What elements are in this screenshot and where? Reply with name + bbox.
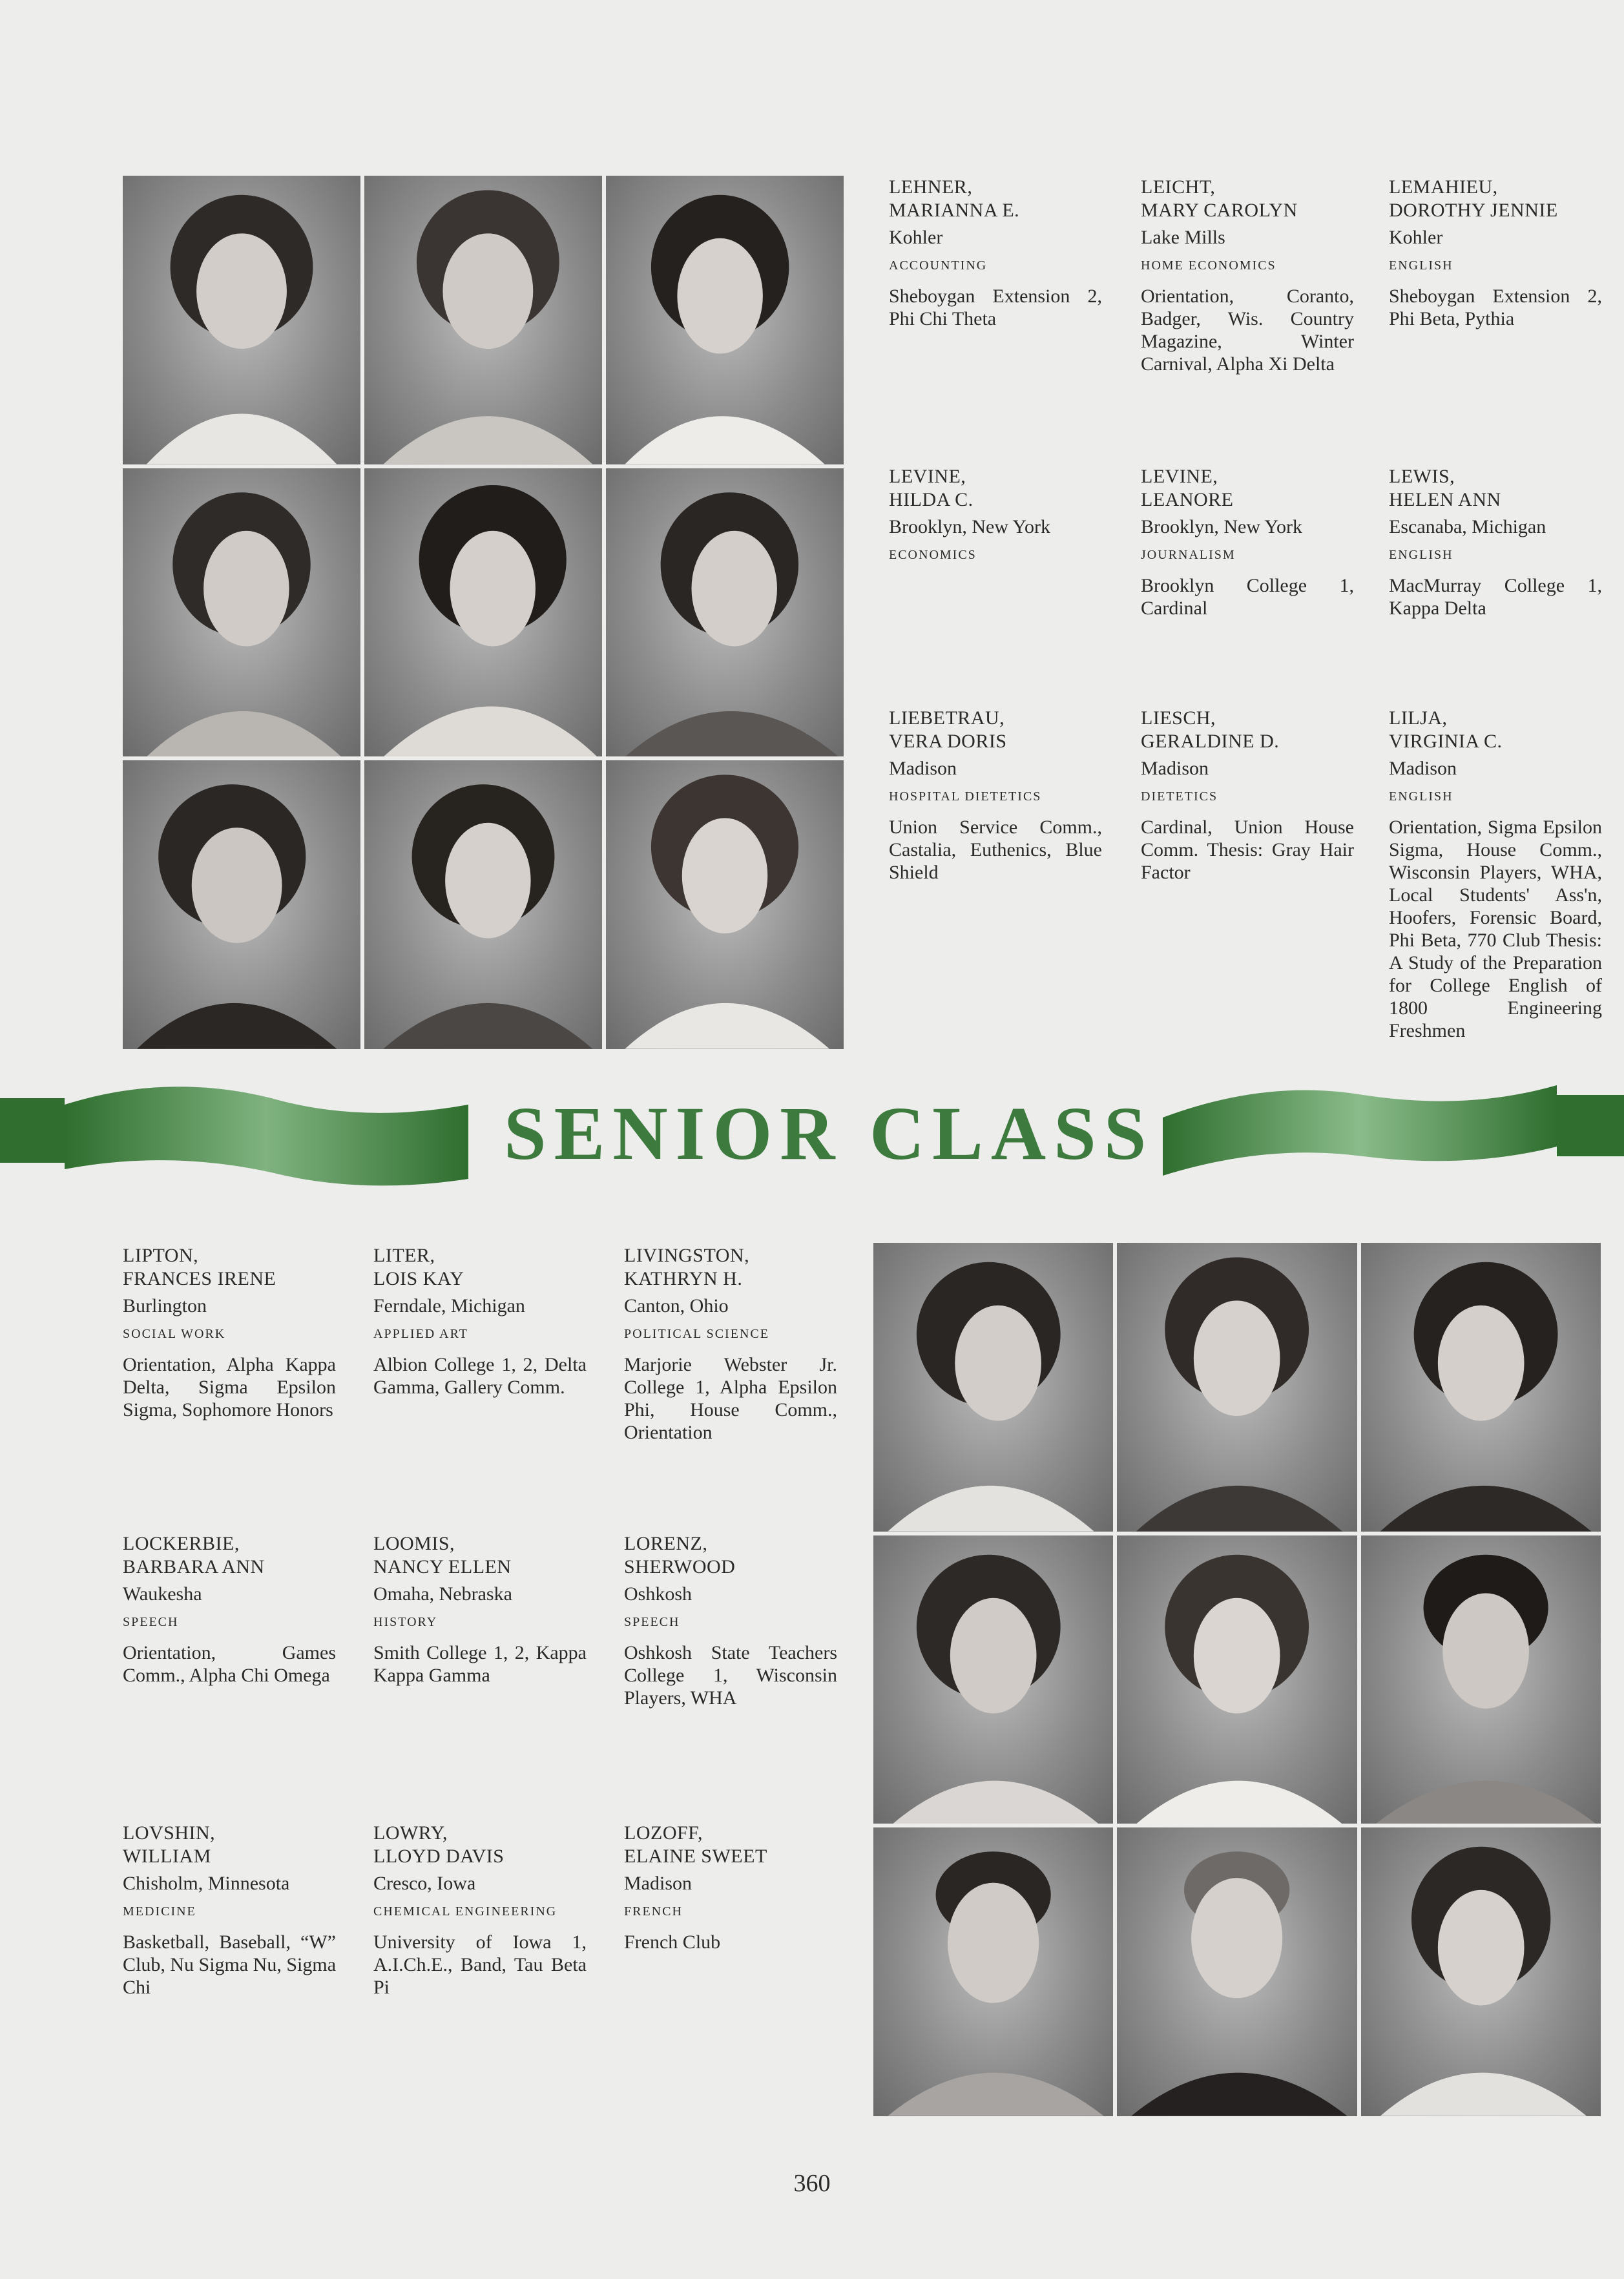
hometown: Brooklyn, New York xyxy=(889,516,1051,537)
hometown: Cresco, Iowa xyxy=(373,1873,476,1894)
major: JOURNALISM xyxy=(1141,548,1236,562)
given-name: BARBARA ANN xyxy=(123,1556,265,1577)
senior-entry xyxy=(1141,176,1354,375)
portrait-photo xyxy=(873,1243,1113,1532)
given-name: GERALDINE D. xyxy=(1141,731,1280,752)
surname: LEICHT, xyxy=(1141,176,1216,198)
surname: LEVINE, xyxy=(889,466,966,487)
hometown: Chisholm, Minnesota xyxy=(123,1873,290,1894)
portrait-photo xyxy=(1361,1243,1601,1532)
activities: MacMurray College 1, Kappa Delta xyxy=(1389,575,1602,619)
activities: Orientation, Sigma Epsilon Sigma, House Comm., Wisconsin Players, WHA, Local Students' Ass'n, Hoofers, Forensic Board, Phi Beta, 770 Club Thesis: A Study of the Preparation for College English of 1800 Engineering Freshmen xyxy=(1389,817,1602,1041)
given-name: ELAINE SWEET xyxy=(624,1846,767,1867)
activities: Orientation, Alpha Kappa Delta, Sigma Epsilon Sigma, Sophomore Honors xyxy=(123,1354,336,1420)
major: ACCOUNTING xyxy=(889,258,988,273)
surname: LIESCH, xyxy=(1141,707,1216,729)
surname: LOOMIS, xyxy=(373,1533,455,1554)
portrait-photo xyxy=(123,176,360,464)
activities: Cardinal, Union House Comm. Thesis: Gray Hair Factor xyxy=(1141,817,1354,883)
senior-entry xyxy=(373,1822,587,1999)
senior-entry xyxy=(123,1532,336,1687)
surname: LILJA, xyxy=(1389,707,1448,729)
surname: LIPTON, xyxy=(123,1245,199,1266)
hometown: Madison xyxy=(889,758,957,779)
activities: Orientation, Games Comm., Alpha Chi Omega xyxy=(123,1642,336,1686)
surname: LOZOFF, xyxy=(624,1822,703,1844)
activities: Smith College 1, 2, Kappa Kappa Gamma xyxy=(373,1642,587,1686)
senior-entry xyxy=(123,1822,336,1999)
major: ECONOMICS xyxy=(889,548,977,562)
given-name: HELEN ANN xyxy=(1389,489,1501,510)
senior-entry xyxy=(1141,465,1354,619)
senior-entry xyxy=(1141,707,1354,884)
senior-entry xyxy=(123,1244,336,1421)
activities: University of Iowa 1, A.I.Ch.E., Band, Tau Beta Pi xyxy=(373,1931,587,1998)
hometown: Madison xyxy=(1141,758,1209,779)
hometown: Omaha, Nebraska xyxy=(373,1583,512,1605)
hometown: Brooklyn, New York xyxy=(1141,516,1303,537)
given-name: NANCY ELLEN xyxy=(373,1556,512,1577)
given-name: LOIS KAY xyxy=(373,1268,464,1289)
hometown: Burlington xyxy=(123,1295,207,1316)
given-name: VERA DORIS xyxy=(889,731,1007,752)
portrait-photo xyxy=(873,1535,1113,1824)
major: DIETETICS xyxy=(1141,789,1218,804)
given-name: KATHRYN H. xyxy=(624,1268,743,1289)
surname: LOVSHIN, xyxy=(123,1822,216,1844)
activities: Basketball, Baseball, “W” Club, Nu Sigma Nu, Sigma Chi xyxy=(123,1931,337,1998)
senior-entry xyxy=(1389,176,1602,330)
portrait-photo xyxy=(873,1827,1113,2116)
senior-entry xyxy=(889,707,1102,884)
major: ENGLISH xyxy=(1389,789,1453,804)
senior-entry xyxy=(624,1244,837,1444)
surname: LIEBETRAU, xyxy=(889,707,1005,729)
activities: Oshkosh State Teachers College 1, Wisconsin Players, WHA xyxy=(624,1642,837,1709)
portrait-photo xyxy=(1361,1535,1601,1824)
major: ENGLISH xyxy=(1389,548,1453,562)
portrait-photo xyxy=(123,760,360,1049)
major: CHEMICAL ENGINEERING xyxy=(373,1904,557,1919)
portrait-photo xyxy=(606,468,844,757)
activities: Sheboygan Extension 2, Phi Beta, Pythia xyxy=(1389,286,1602,329)
major: FRENCH xyxy=(624,1904,683,1919)
surname: LEWIS, xyxy=(1389,466,1455,487)
senior-entry xyxy=(889,176,1102,330)
major: SOCIAL WORK xyxy=(123,1327,226,1341)
activities: Union Service Comm., Castalia, Euthenics, Blue Shield xyxy=(889,817,1102,883)
hometown: Kohler xyxy=(1389,227,1443,248)
major: HOME ECONOMICS xyxy=(1141,258,1276,273)
major: HISTORY xyxy=(373,1615,438,1629)
portrait-photo xyxy=(364,176,602,464)
surname: LOWRY, xyxy=(373,1822,448,1844)
hometown: Madison xyxy=(624,1873,692,1894)
surname: LOCKERBIE, xyxy=(123,1533,240,1554)
portrait-photo xyxy=(364,468,602,757)
portrait-photo xyxy=(364,760,602,1049)
major: POLITICAL SCIENCE xyxy=(624,1327,769,1341)
given-name: DOROTHY JENNIE xyxy=(1389,200,1558,221)
surname: LEMAHIEU, xyxy=(1389,176,1498,198)
activities: Albion College 1, 2, Delta Gamma, Gallery Comm. xyxy=(373,1354,587,1398)
portrait-photo xyxy=(123,468,360,757)
major: SPEECH xyxy=(123,1615,179,1629)
surname: LIVINGSTON, xyxy=(624,1245,750,1266)
surname: LITER, xyxy=(373,1245,435,1266)
portrait-photo xyxy=(606,760,844,1049)
given-name: FRANCES IRENE xyxy=(123,1268,276,1289)
senior-entry xyxy=(1389,707,1602,1042)
hometown: Kohler xyxy=(889,227,943,248)
activities: French Club xyxy=(624,1931,721,1953)
activities: Orientation, Coranto, Badger, Wis. Country Magazine, Winter Carnival, Alpha Xi Delta xyxy=(1141,286,1354,375)
hometown: Escanaba, Michigan xyxy=(1389,516,1546,537)
section-title: SENIOR CLASS xyxy=(504,1091,1154,1176)
surname: LEHNER, xyxy=(889,176,973,198)
senior-entry xyxy=(889,465,1102,574)
senior-entry xyxy=(624,1822,837,1953)
activities: Sheboygan Extension 2, Phi Chi Theta xyxy=(889,286,1102,329)
portrait-grid-top xyxy=(123,176,844,1049)
portrait-photo xyxy=(1117,1535,1357,1824)
major: ENGLISH xyxy=(1389,258,1453,273)
activities: Marjorie Webster Jr. College 1, Alpha Epsilon Phi, House Comm., Orientation xyxy=(624,1354,837,1443)
major: MEDICINE xyxy=(123,1904,196,1919)
given-name: MARY CAROLYN xyxy=(1141,200,1298,221)
surname: LORENZ, xyxy=(624,1533,708,1554)
hometown: Canton, Ohio xyxy=(624,1295,729,1316)
senior-entry xyxy=(373,1244,587,1399)
senior-entry xyxy=(624,1532,837,1709)
portrait-photo xyxy=(1361,1827,1601,2116)
portrait-photo xyxy=(1117,1243,1357,1532)
portrait-photo xyxy=(1117,1827,1357,2116)
activities: Brooklyn College 1, Cardinal xyxy=(1141,575,1354,619)
given-name: WILLIAM xyxy=(123,1846,211,1867)
hometown: Oshkosh xyxy=(624,1583,692,1605)
given-name: VIRGINIA C. xyxy=(1389,731,1503,752)
given-name: MARIANNA E. xyxy=(889,200,1020,221)
portrait-grid-bottom xyxy=(873,1243,1601,2116)
portrait-photo xyxy=(606,176,844,464)
page-number: 360 xyxy=(793,2170,831,2197)
senior-entry xyxy=(1389,465,1602,619)
hometown: Lake Mills xyxy=(1141,227,1225,248)
given-name: LLOYD DAVIS xyxy=(373,1846,505,1867)
surname: LEVINE, xyxy=(1141,466,1218,487)
given-name: HILDA C. xyxy=(889,489,973,510)
major: SPEECH xyxy=(624,1615,680,1629)
hometown: Madison xyxy=(1389,758,1457,779)
hometown: Waukesha xyxy=(123,1583,202,1605)
given-name: SHERWOOD xyxy=(624,1556,736,1577)
major: HOSPITAL DIETETICS xyxy=(889,789,1042,804)
given-name: LEANORE xyxy=(1141,489,1234,510)
major: APPLIED ART xyxy=(373,1327,468,1341)
hometown: Ferndale, Michigan xyxy=(373,1295,525,1316)
senior-entry xyxy=(373,1532,587,1687)
